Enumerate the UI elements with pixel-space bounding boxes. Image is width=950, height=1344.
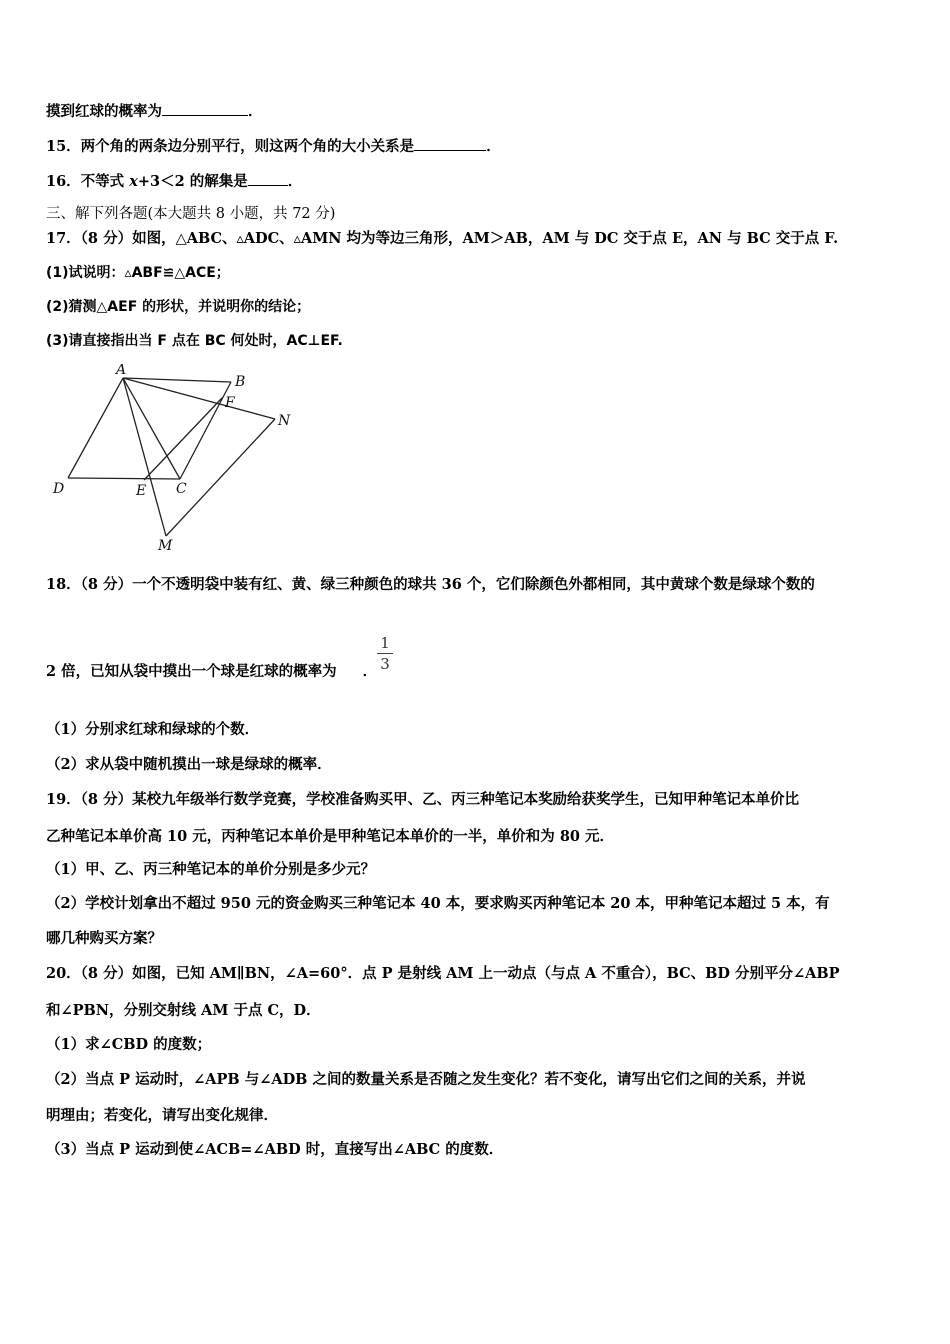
segment-AN	[123, 378, 275, 419]
segment-DC	[68, 478, 180, 479]
q14-end: ．	[248, 103, 263, 120]
question-15	[46, 136, 501, 157]
q17-part-1: (1)试说明：▵ABF≌△ACE；	[46, 265, 230, 281]
segment-AD	[68, 378, 123, 478]
question-18-stem: 18．（8 分）一个不透明袋中装有红、黄、绿三种颜色的球共 36 个，它们除颜色外都相同，其中黄球个数是绿球个数的	[46, 576, 815, 593]
segment-MN	[166, 419, 275, 536]
q19-part-1: （1）甲、乙、丙三种笔记本的单价分别是多少元？	[46, 861, 376, 878]
label-F: F	[225, 395, 235, 411]
answer-blank-16	[248, 171, 288, 186]
q19-line-2: 乙种笔记本单价高 10 元，丙种笔记本单价是甲种笔记本单价的一半，单价和为 80 元．	[46, 828, 615, 845]
q20-part-2: （2）当点 P 运动时，∠APB 与∠ADB 之间的数量关系是否随之发生变化？若不变化，请写出它们之间的关系，并说	[46, 1071, 806, 1088]
label-B: B	[235, 374, 246, 390]
q16-var: x	[129, 173, 138, 190]
question-20-stem: 20．（8 分）如图，已知 AM∥BN，∠A=60°．点 P 是射线 AM 上一动点（与点 A 不重合），BC、BD 分别平分∠ABP	[46, 965, 840, 982]
q18-part-1: （1）分别求红球和绿球的个数．	[46, 721, 260, 738]
q19-part-2: （2）学校计划拿出不超过 950 元的资金购买三种笔记本 40 本，要求购买丙种笔记本 20 本，甲种笔记本超过 5 本，有	[46, 895, 830, 912]
q18-line-2	[46, 662, 377, 682]
q18-part-2: （2）求从袋中随机摸出一球是绿球的概率．	[46, 756, 332, 773]
segment-AB	[123, 378, 231, 382]
question-17-stem	[46, 229, 838, 249]
label-A: A	[116, 364, 127, 378]
fraction-bar	[377, 653, 393, 654]
q20-part-3: （3）当点 P 运动到使∠ACB=∠ABD 时，直接写出∠ABC 的度数．	[46, 1141, 504, 1158]
q15-end: ．	[486, 138, 501, 155]
q20-line-2: 和∠PBN，分别交射线 AM 于点 C，D．	[46, 1002, 321, 1019]
label-N: N	[278, 413, 291, 429]
q16-end: ．	[287, 173, 303, 190]
q19-part-2-cont: 哪几种购买方案？	[46, 930, 162, 947]
section-heading: 三、解下列各题(本大题共 8 小题，共 72 分)	[46, 206, 336, 222]
q17-part-3: (3)请直接指出当 F 点在 BC 何处时，AC⊥EF.	[46, 333, 343, 349]
q17-geometry-figure	[48, 364, 298, 554]
fraction-numerator: 1	[380, 634, 390, 652]
fraction-one-third	[377, 634, 393, 673]
q18-line2-end: ．	[362, 663, 378, 680]
q16-rest: +3＜2 的解集是	[137, 173, 248, 190]
question-16	[46, 171, 302, 192]
q14-tail	[46, 101, 263, 122]
answer-blank-15	[414, 136, 486, 151]
label-C: C	[176, 481, 187, 497]
segment-BC	[180, 382, 231, 479]
label-E: E	[136, 483, 147, 499]
question-19-stem: 19．（8 分）某校九年级举行数学竞赛，学校准备购买甲、乙、丙三种笔记本奖励给获奖学生，已知甲种笔记本单价比	[46, 791, 800, 808]
q18-line2-text: 2 倍，已知从袋中摸出一个球是红球的概率为	[46, 663, 337, 680]
q17-stem-text: 17．（8 分）如图，△ABC、▵ADC、▵AMN 均为等边三角形，AM＞AB，AM 与 DC 交于点 E，AN 与 BC 交于点 F.	[46, 230, 839, 247]
segment-EF	[144, 398, 222, 480]
q15-text: 15．两个角的两条边分别平行，则这两个角的大小关系是	[46, 138, 415, 155]
q17-part-2: (2)猜测△AEF 的形状，并说明你的结论；	[46, 299, 311, 315]
segment-AC	[123, 378, 180, 479]
q16-prefix: 16．不等式	[46, 173, 130, 190]
q20-part-2-cont: 明理由；若变化，请写出变化规律．	[46, 1107, 278, 1124]
label-M: M	[158, 538, 173, 554]
fraction-denominator: 3	[380, 655, 390, 673]
label-D: D	[53, 481, 65, 497]
q20-part-1: （1）求∠CBD 的度数；	[46, 1036, 212, 1053]
q14-tail-text: 摸到红球的概率为	[46, 103, 162, 120]
answer-blank-14	[162, 101, 248, 116]
segment-AM	[123, 378, 166, 536]
